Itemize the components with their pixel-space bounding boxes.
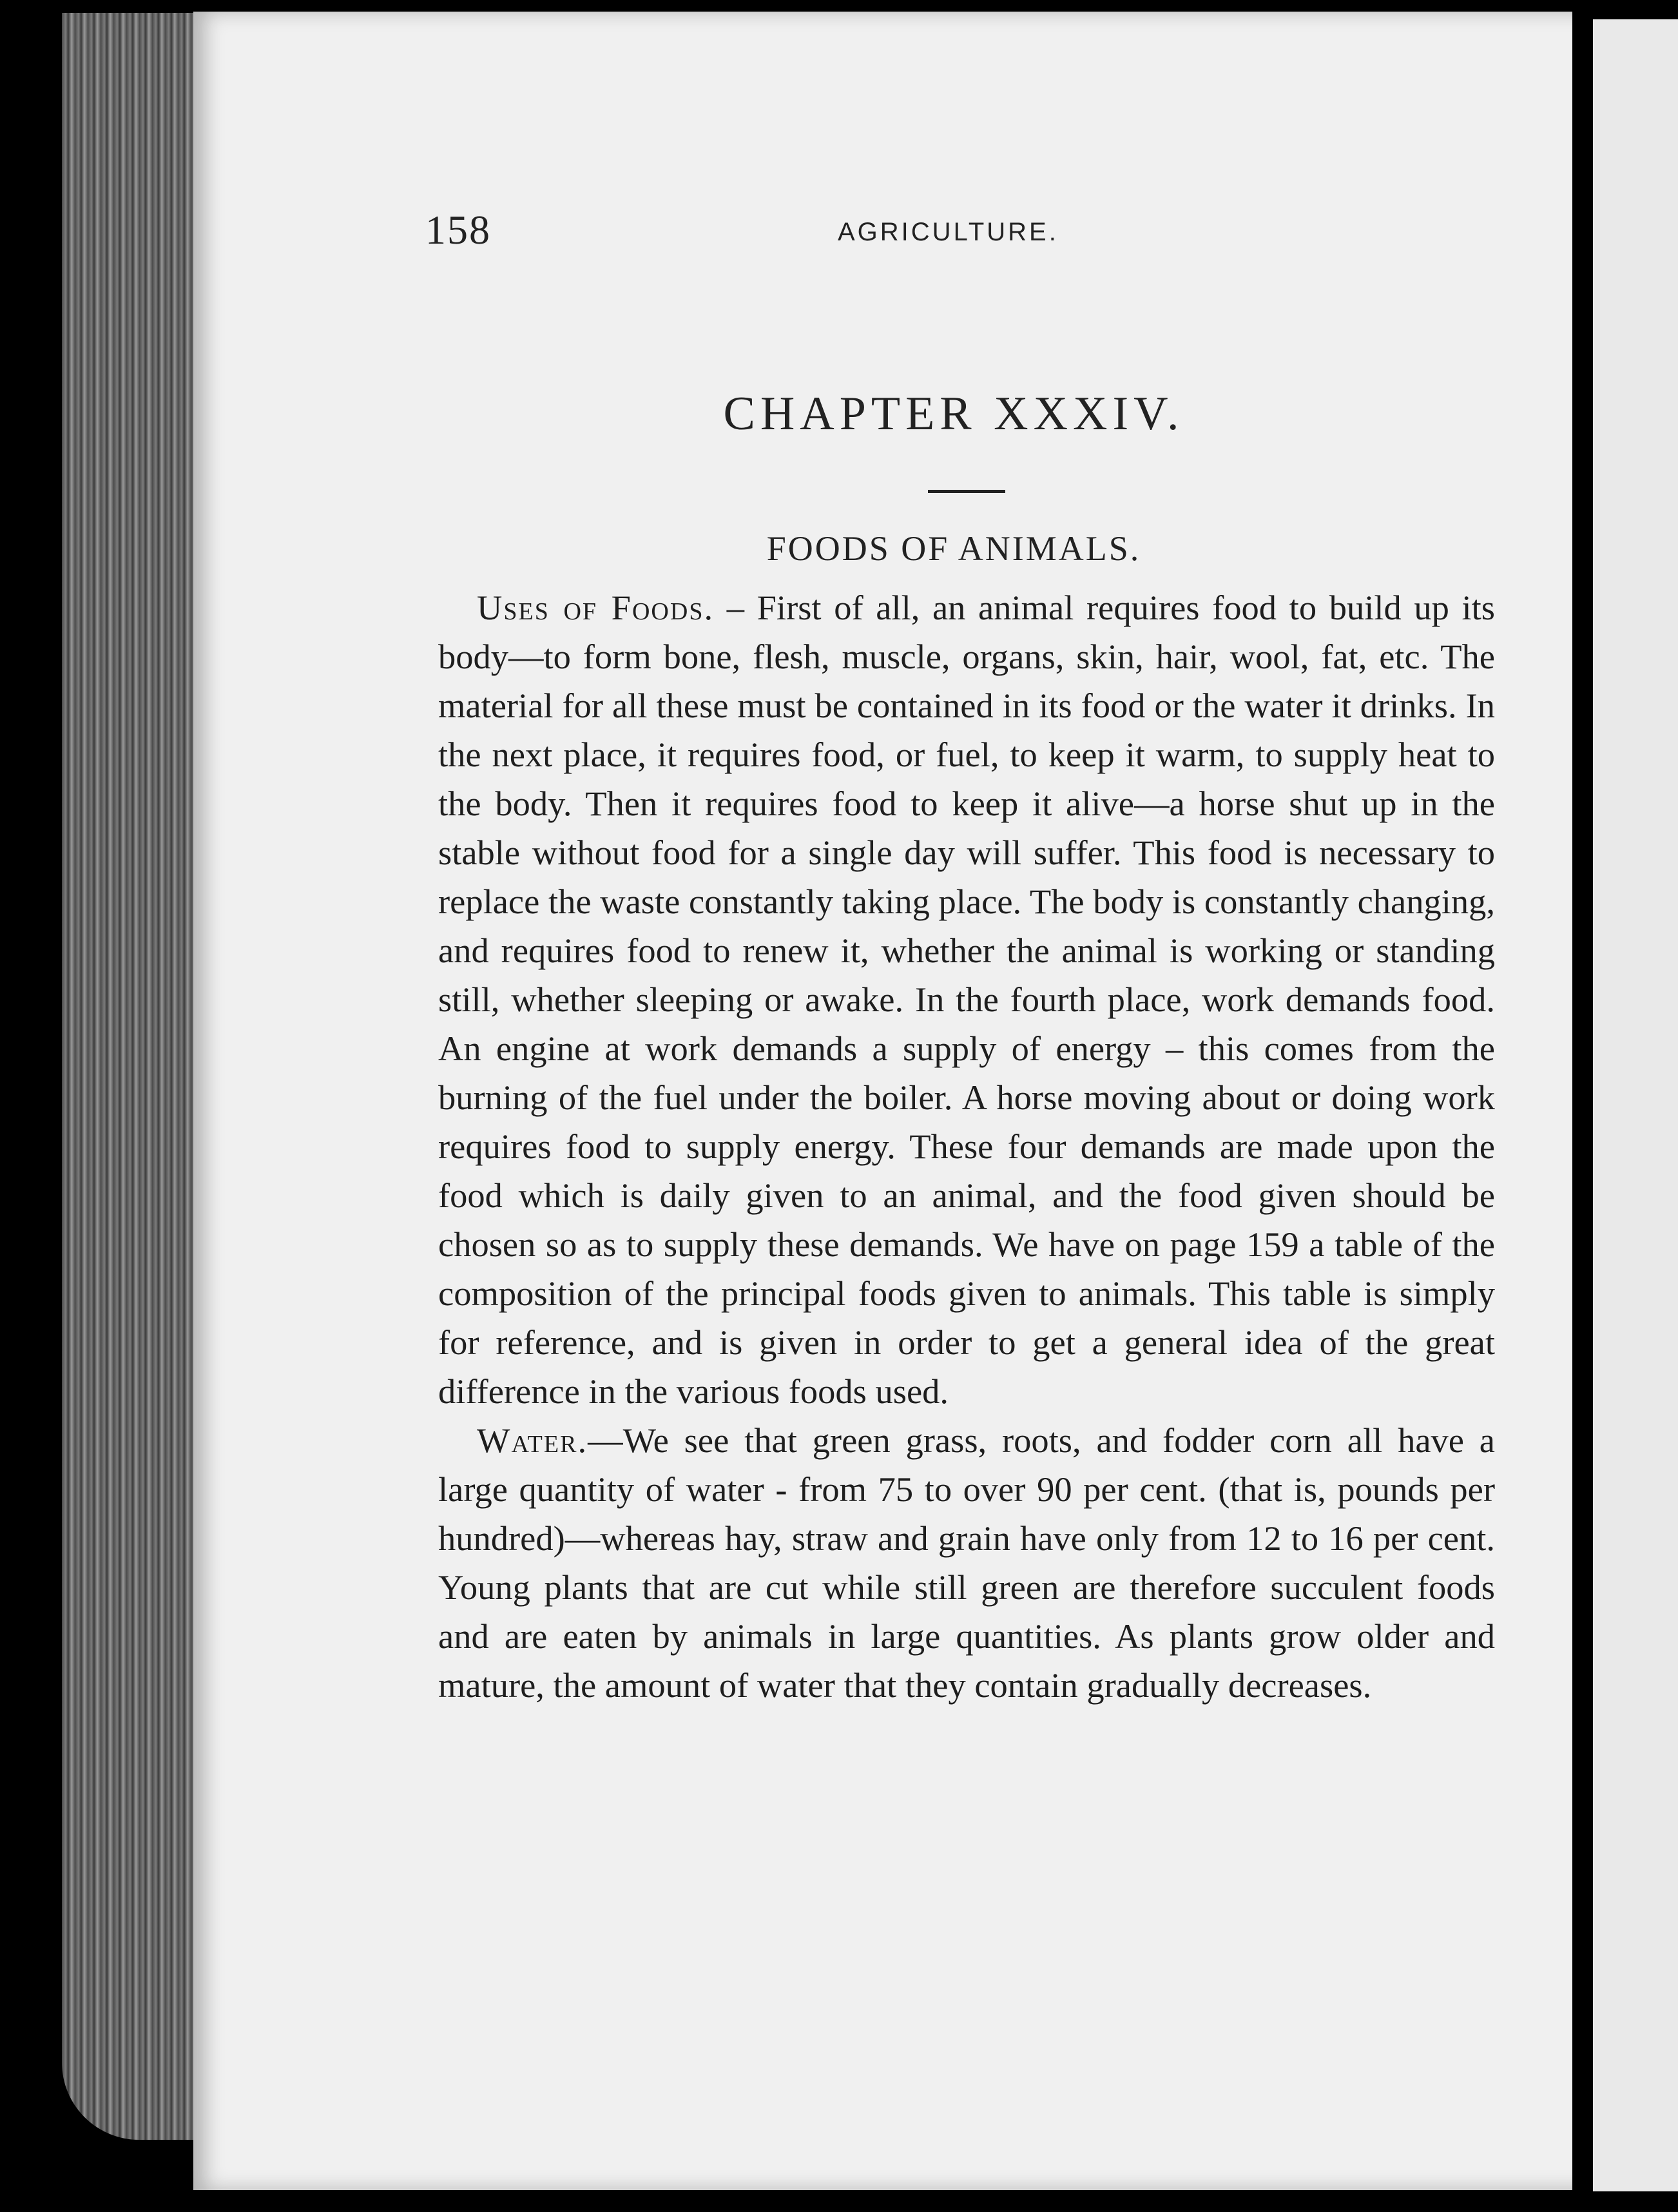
- running-title: AGRICULTURE.: [838, 218, 1059, 246]
- body-text: [438, 583, 1495, 1710]
- chapter-divider: [928, 490, 1005, 493]
- paragraph-text: —We see that green grass, roots, and fodder corn all have a large quantity of water - from 75 to over 90 per cent. (that is, pounds per hundred)—whereas hay, straw and grain have only from 12 to 16 per cent. Young plants that are cut while still green are therefore succulent foods and are eaten by animals in large quantities. As plants grow older and mature, the amount of water that they contain gradually decreases.: [438, 1421, 1495, 1705]
- chapter-heading: CHAPTER XXXIV.: [723, 387, 1184, 440]
- paragraph-text: – First of all, an animal requires food to build up its body—to form bone, flesh, muscle, organs, skin, hair, wool, fat, etc. The material for all these must be contained in its food or the water it drinks. In the next place, it requires food, or fuel, to keep it warm, to supply heat to the body. Then it requires food to keep it alive—a horse shut up in the stable without food for a single day will suffer. This food is necessary to replace the waste constantly taking place. The body is constantly changing, and requires food to renew it, whether the animal is working or standing still, whether sleeping or awake. In the fourth place, work demands food. An engine at work demands a supply of energy – this comes from the burning of the fuel under the boiler. A horse moving about or doing work requires food to supply energy. These four demands are made upon the food which is daily given to an animal, and the food given should be chosen so as to supply these demands. We have on page 159 a table of the composition of the principal foods given to animals. This table is simply for reference, and is given in order to get a general idea of the great difference in the various foods used.: [438, 588, 1496, 1411]
- section-title: FOODS OF ANIMALS.: [766, 529, 1141, 568]
- facing-page-edge: [1593, 19, 1678, 2191]
- book-page-edges: [62, 13, 210, 2140]
- paragraph-water: [438, 1416, 1495, 1710]
- paragraph-lead: Water.: [477, 1421, 588, 1460]
- page-number: 158: [425, 207, 491, 253]
- paragraph-lead: Uses of Foods.: [477, 588, 715, 627]
- paragraph-uses-of-foods: [438, 583, 1495, 1416]
- running-head: [425, 206, 1547, 277]
